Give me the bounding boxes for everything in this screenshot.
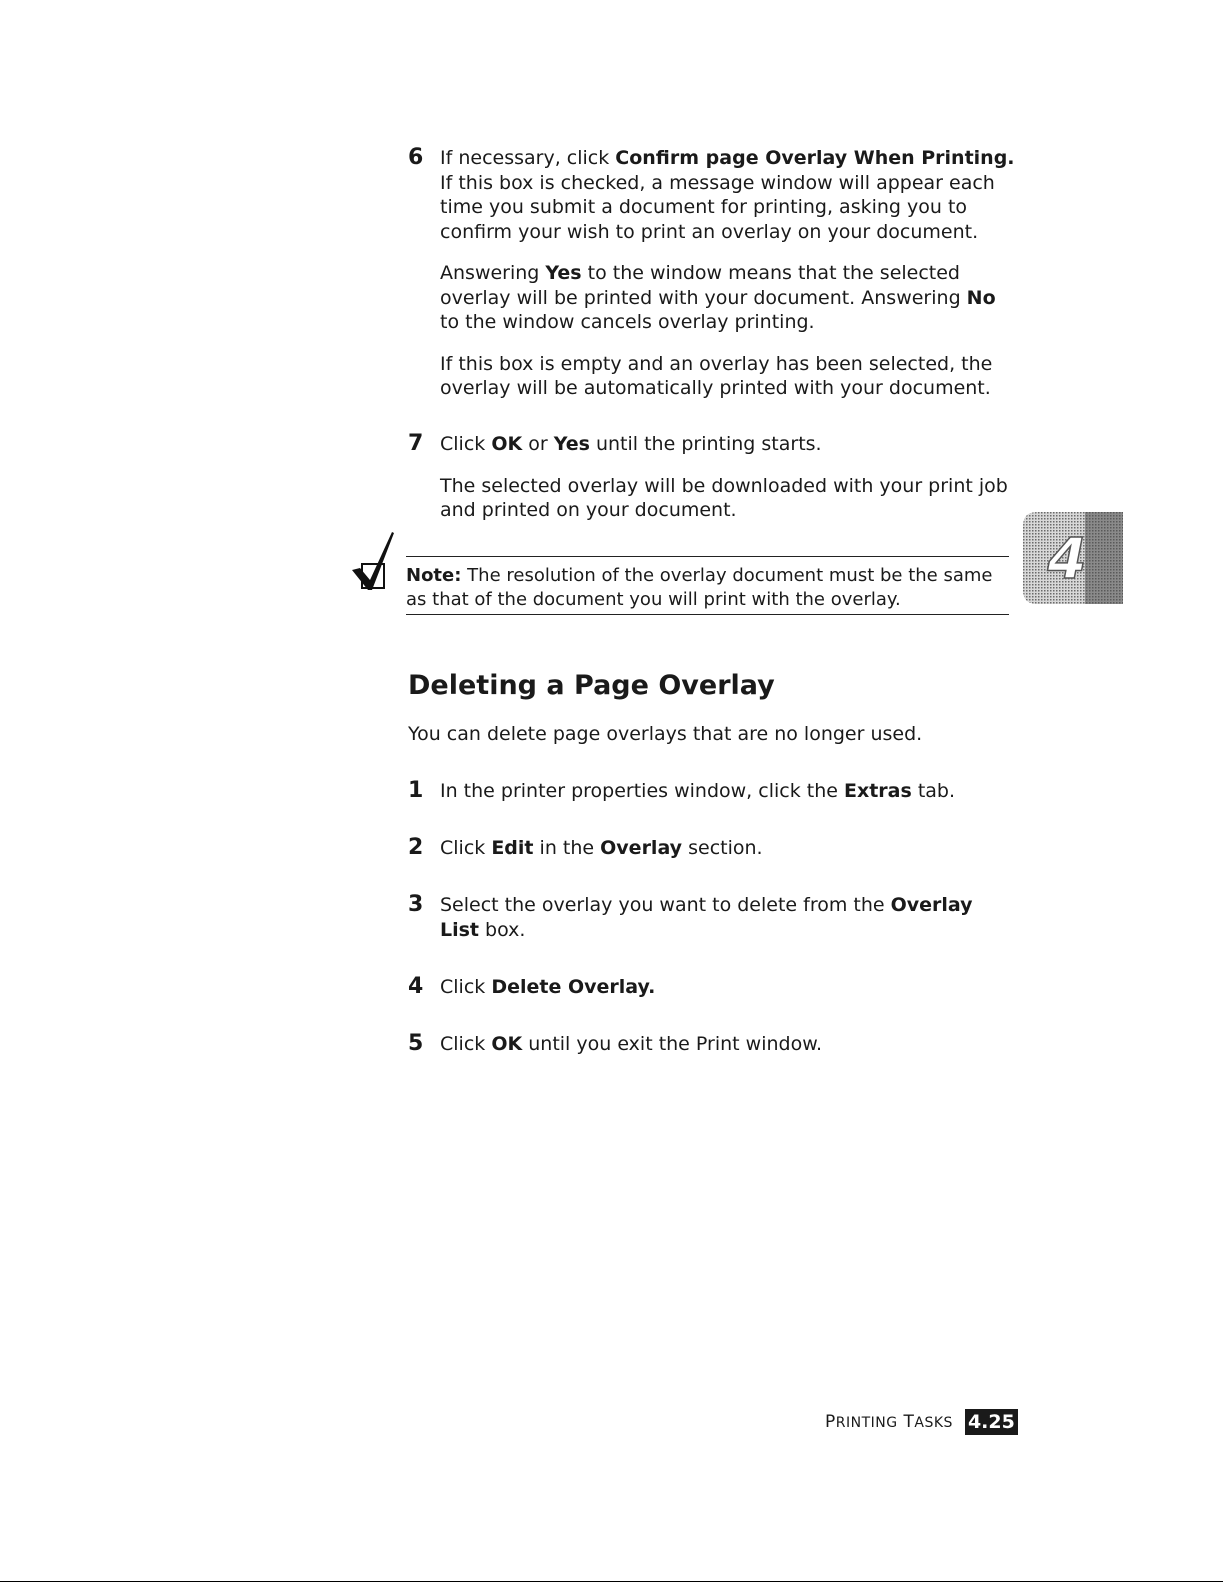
step-7-detail: The selected overlay will be downloaded with your print job and printed on your document. <box>440 474 1008 521</box>
step-6 <box>408 146 1018 401</box>
delete-step-4-text: Click Delete Overlay. <box>440 976 656 998</box>
step-number: 7 <box>408 431 424 456</box>
delete-step-2 <box>408 836 1018 861</box>
step-number: 4 <box>408 974 424 999</box>
delete-step-1-text: In the printer properties window, click the Extras tab. <box>440 780 956 802</box>
note-bottom-rule <box>406 614 1009 615</box>
note-text: Note: The resolution of the overlay document must be the same as that of the document you will print with the overlay. <box>406 565 993 610</box>
step-6-empty-box-paragraph: If this box is empty and an overlay has been selected, the overlay will be automatically printed with your document. <box>440 352 993 399</box>
step-7-text: Click OK or Yes until the printing starts. <box>440 433 822 455</box>
delete-step-5-text: Click OK until you exit the Print window. <box>440 1033 823 1055</box>
delete-step-2-text: Click Edit in the Overlay section. <box>440 837 763 859</box>
delete-step-5 <box>408 1032 1018 1057</box>
step-6-answer-paragraph: Answering Yes to the window means that the selected overlay will be printed with your document. Answering No to the window cancels overlay printing. <box>440 262 996 333</box>
checkmark-note-icon <box>350 528 400 596</box>
section-intro: You can delete page overlays that are no longer used. <box>408 723 923 745</box>
step-number: 3 <box>408 892 424 917</box>
delete-step-4 <box>408 975 1018 1000</box>
chapter-tab <box>1023 512 1123 604</box>
step-6-text: If necessary, click Confirm page Overlay When Printing. If this box is checked, a message window will appear each time you submit a document for printing, asking you to confirm your wish to print an overlay on your document. <box>440 147 1015 243</box>
note-top-rule <box>406 556 1009 557</box>
step-number: 5 <box>408 1031 424 1056</box>
delete-step-3-text: Select the overlay you want to delete from the Overlay List box. <box>440 894 973 941</box>
section-heading: Deleting a Page Overlay <box>408 670 775 701</box>
page-footer <box>825 1408 1018 1436</box>
step-number: 2 <box>408 835 424 860</box>
page-number: 4.25 <box>965 1409 1018 1435</box>
chapter-number: 4 <box>1047 527 1087 592</box>
delete-step-3 <box>408 893 998 942</box>
page-bottom-border <box>0 1581 1223 1582</box>
step-7 <box>408 432 1018 523</box>
step-number: 6 <box>408 145 424 170</box>
step-number: 1 <box>408 778 424 803</box>
delete-step-1 <box>408 779 1018 804</box>
footer-chapter-label: PRINTING TASKS <box>825 1412 953 1432</box>
